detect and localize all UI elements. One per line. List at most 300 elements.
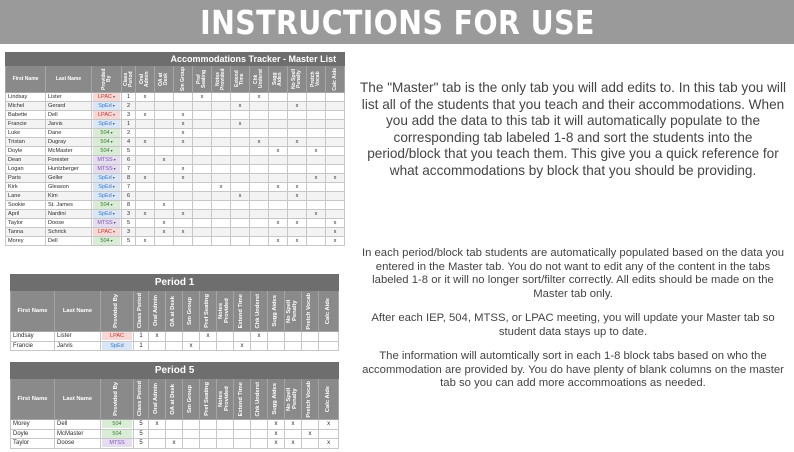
accommodation-cell[interactable]: [136, 120, 155, 129]
accommodation-cell[interactable]: [174, 147, 193, 156]
provided-by-dropdown[interactable]: [93, 120, 120, 128]
accommodation-cell[interactable]: [136, 228, 155, 237]
accommodation-cell[interactable]: [250, 129, 269, 138]
accommodation-cell[interactable]: [231, 228, 250, 237]
accommodation-cell[interactable]: [212, 120, 231, 129]
accommodation-cell[interactable]: [174, 93, 193, 102]
accommodation-cell[interactable]: [136, 183, 155, 192]
class-period-cell[interactable]: [122, 93, 136, 102]
accommodation-cell[interactable]: [155, 147, 174, 156]
accommodation-cell[interactable]: [251, 341, 268, 351]
last-name-cell[interactable]: [46, 228, 92, 237]
accommodation-cell[interactable]: [302, 332, 319, 342]
accommodation-cell[interactable]: [288, 102, 307, 111]
class-period-cell[interactable]: [122, 129, 136, 138]
provided-by-cell[interactable]: [101, 429, 134, 439]
accommodation-cell[interactable]: [174, 174, 193, 183]
accommodation-cell[interactable]: [302, 341, 319, 351]
accommodation-cell[interactable]: [307, 147, 326, 156]
provided-by-dropdown[interactable]: [93, 174, 120, 182]
accommodation-cell[interactable]: [302, 420, 319, 430]
accommodation-cell[interactable]: [326, 174, 345, 183]
accommodation-cell[interactable]: [155, 102, 174, 111]
accommodation-cell[interactable]: [268, 420, 285, 430]
accommodation-cell[interactable]: [269, 156, 288, 165]
accommodation-cell[interactable]: [231, 102, 250, 111]
last-name-cell[interactable]: [46, 147, 92, 156]
last-name-cell[interactable]: [46, 192, 92, 201]
provided-by-dropdown[interactable]: [93, 156, 120, 164]
accommodation-cell[interactable]: [212, 102, 231, 111]
accommodation-cell[interactable]: [166, 332, 183, 342]
accommodation-cell[interactable]: [250, 201, 269, 210]
accommodation-cell[interactable]: [183, 341, 200, 351]
accommodation-cell[interactable]: [269, 237, 288, 246]
provided-by-dropdown[interactable]: [93, 228, 120, 236]
accommodation-cell[interactable]: [307, 219, 326, 228]
accommodation-cell[interactable]: [166, 341, 183, 351]
accommodation-cell[interactable]: [212, 219, 231, 228]
accommodation-cell[interactable]: [326, 129, 345, 138]
accommodation-cell[interactable]: [149, 420, 166, 430]
accommodation-cell[interactable]: [155, 129, 174, 138]
last-name-cell[interactable]: [46, 111, 92, 120]
provided-by-cell[interactable]: [92, 219, 122, 228]
accommodation-cell[interactable]: [183, 332, 200, 342]
provided-by-dropdown[interactable]: [93, 129, 120, 137]
accommodation-cell[interactable]: [155, 120, 174, 129]
accommodation-cell[interactable]: [212, 111, 231, 120]
accommodation-cell[interactable]: [302, 429, 319, 439]
accommodation-cell[interactable]: [183, 420, 200, 430]
accommodation-cell[interactable]: [307, 129, 326, 138]
accommodation-cell[interactable]: [183, 429, 200, 439]
accommodation-cell[interactable]: [251, 439, 268, 449]
accommodation-cell[interactable]: [288, 219, 307, 228]
accommodation-cell[interactable]: [288, 138, 307, 147]
accommodation-cell[interactable]: [212, 192, 231, 201]
accommodation-cell[interactable]: [268, 341, 285, 351]
accommodation-cell[interactable]: [234, 332, 251, 342]
accommodation-cell[interactable]: [155, 192, 174, 201]
class-period-cell[interactable]: [122, 192, 136, 201]
first-name-cell[interactable]: [11, 429, 55, 439]
last-name-cell[interactable]: [46, 183, 92, 192]
first-name-cell[interactable]: [6, 111, 46, 120]
accommodation-cell[interactable]: [212, 237, 231, 246]
accommodation-cell[interactable]: [269, 111, 288, 120]
accommodation-cell[interactable]: [269, 102, 288, 111]
class-period-cell[interactable]: [122, 219, 136, 228]
accommodation-cell[interactable]: [155, 111, 174, 120]
accommodation-cell[interactable]: [155, 138, 174, 147]
accommodation-cell[interactable]: [269, 147, 288, 156]
accommodation-cell[interactable]: [212, 210, 231, 219]
provided-by-cell[interactable]: [101, 420, 134, 430]
provided-by-dropdown[interactable]: [102, 430, 132, 438]
provided-by-cell[interactable]: [92, 129, 122, 138]
accommodation-cell[interactable]: [269, 165, 288, 174]
accommodation-cell[interactable]: [326, 228, 345, 237]
last-name-cell[interactable]: [55, 332, 101, 342]
last-name-cell[interactable]: [46, 237, 92, 246]
accommodation-cell[interactable]: [307, 183, 326, 192]
accommodation-cell[interactable]: [212, 201, 231, 210]
accommodation-cell[interactable]: [288, 111, 307, 120]
accommodation-cell[interactable]: [155, 93, 174, 102]
accommodation-cell[interactable]: [269, 192, 288, 201]
accommodation-cell[interactable]: [193, 192, 212, 201]
accommodation-cell[interactable]: [250, 192, 269, 201]
accommodation-cell[interactable]: [136, 147, 155, 156]
accommodation-cell[interactable]: [174, 111, 193, 120]
accommodation-cell[interactable]: [155, 165, 174, 174]
class-period-cell[interactable]: [122, 201, 136, 210]
accommodation-cell[interactable]: [234, 420, 251, 430]
accommodation-cell[interactable]: [250, 93, 269, 102]
accommodation-cell[interactable]: [307, 102, 326, 111]
last-name-cell[interactable]: [55, 420, 101, 430]
accommodation-cell[interactable]: [231, 201, 250, 210]
class-period-cell[interactable]: [122, 210, 136, 219]
accommodation-cell[interactable]: [326, 120, 345, 129]
accommodation-cell[interactable]: [285, 429, 302, 439]
first-name-cell[interactable]: [11, 439, 55, 449]
first-name-cell[interactable]: [6, 201, 46, 210]
accommodation-cell[interactable]: [183, 439, 200, 449]
accommodation-cell[interactable]: [231, 165, 250, 174]
accommodation-cell[interactable]: [166, 439, 183, 449]
accommodation-cell[interactable]: [193, 219, 212, 228]
class-period-cell[interactable]: [134, 341, 149, 351]
provided-by-cell[interactable]: [92, 174, 122, 183]
accommodation-cell[interactable]: [319, 332, 339, 342]
accommodation-cell[interactable]: [231, 219, 250, 228]
first-name-cell[interactable]: [6, 147, 46, 156]
provided-by-cell[interactable]: [101, 439, 134, 449]
accommodation-cell[interactable]: [285, 341, 302, 351]
provided-by-dropdown[interactable]: [93, 111, 120, 119]
accommodation-cell[interactable]: [326, 102, 345, 111]
accommodation-cell[interactable]: [307, 210, 326, 219]
last-name-cell[interactable]: [46, 219, 92, 228]
accommodation-cell[interactable]: [285, 420, 302, 430]
accommodation-cell[interactable]: [288, 156, 307, 165]
accommodation-cell[interactable]: [285, 332, 302, 342]
first-name-cell[interactable]: [11, 420, 55, 430]
accommodation-cell[interactable]: [174, 138, 193, 147]
provided-by-dropdown[interactable]: [102, 439, 132, 447]
accommodation-cell[interactable]: [319, 420, 339, 430]
accommodation-cell[interactable]: [136, 111, 155, 120]
accommodation-cell[interactable]: [155, 201, 174, 210]
accommodation-cell[interactable]: [326, 93, 345, 102]
provided-by-dropdown[interactable]: [93, 165, 120, 173]
class-period-cell[interactable]: [122, 111, 136, 120]
accommodation-cell[interactable]: [136, 174, 155, 183]
accommodation-cell[interactable]: [250, 147, 269, 156]
accommodation-cell[interactable]: [326, 219, 345, 228]
first-name-cell[interactable]: [6, 165, 46, 174]
provided-by-cell[interactable]: [92, 192, 122, 201]
accommodation-cell[interactable]: [269, 174, 288, 183]
accommodation-cell[interactable]: [212, 147, 231, 156]
accommodation-cell[interactable]: [231, 93, 250, 102]
accommodation-cell[interactable]: [268, 332, 285, 342]
class-period-cell[interactable]: [134, 332, 149, 342]
accommodation-cell[interactable]: [250, 138, 269, 147]
accommodation-cell[interactable]: [193, 93, 212, 102]
accommodation-cell[interactable]: [136, 138, 155, 147]
accommodation-cell[interactable]: [212, 156, 231, 165]
class-period-cell[interactable]: [122, 174, 136, 183]
accommodation-cell[interactable]: [231, 156, 250, 165]
accommodation-cell[interactable]: [136, 102, 155, 111]
provided-by-dropdown[interactable]: [93, 147, 120, 155]
first-name-cell[interactable]: [11, 332, 55, 342]
provided-by-dropdown[interactable]: [102, 332, 132, 340]
accommodation-cell[interactable]: [250, 102, 269, 111]
accommodation-cell[interactable]: [231, 129, 250, 138]
last-name-cell[interactable]: [46, 201, 92, 210]
accommodation-cell[interactable]: [269, 219, 288, 228]
provided-by-cell[interactable]: [101, 341, 134, 351]
provided-by-dropdown[interactable]: [102, 342, 132, 350]
accommodation-cell[interactable]: [166, 429, 183, 439]
accommodation-cell[interactable]: [193, 111, 212, 120]
accommodation-cell[interactable]: [231, 210, 250, 219]
first-name-cell[interactable]: [6, 174, 46, 183]
accommodation-cell[interactable]: [250, 237, 269, 246]
accommodation-cell[interactable]: [251, 332, 268, 342]
accommodation-cell[interactable]: [326, 138, 345, 147]
last-name-cell[interactable]: [55, 341, 101, 351]
accommodation-cell[interactable]: [288, 201, 307, 210]
accommodation-cell[interactable]: [288, 210, 307, 219]
first-name-cell[interactable]: [6, 192, 46, 201]
accommodation-cell[interactable]: [200, 439, 217, 449]
accommodation-cell[interactable]: [231, 111, 250, 120]
accommodation-cell[interactable]: [200, 429, 217, 439]
accommodation-cell[interactable]: [250, 165, 269, 174]
accommodation-cell[interactable]: [307, 228, 326, 237]
accommodation-cell[interactable]: [231, 183, 250, 192]
accommodation-cell[interactable]: [174, 228, 193, 237]
accommodation-cell[interactable]: [174, 219, 193, 228]
accommodation-cell[interactable]: [212, 129, 231, 138]
accommodation-cell[interactable]: [217, 429, 234, 439]
accommodation-cell[interactable]: [231, 192, 250, 201]
accommodation-cell[interactable]: [288, 183, 307, 192]
class-period-cell[interactable]: [122, 228, 136, 237]
accommodation-cell[interactable]: [302, 439, 319, 449]
provided-by-cell[interactable]: [92, 147, 122, 156]
class-period-cell[interactable]: [122, 147, 136, 156]
accommodation-cell[interactable]: [193, 156, 212, 165]
accommodation-cell[interactable]: [234, 341, 251, 351]
accommodation-cell[interactable]: [136, 165, 155, 174]
class-period-cell[interactable]: [134, 439, 149, 449]
accommodation-cell[interactable]: [174, 192, 193, 201]
accommodation-cell[interactable]: [288, 147, 307, 156]
last-name-cell[interactable]: [46, 210, 92, 219]
accommodation-cell[interactable]: [136, 156, 155, 165]
first-name-cell[interactable]: [6, 102, 46, 111]
accommodation-cell[interactable]: [155, 228, 174, 237]
accommodation-cell[interactable]: [250, 228, 269, 237]
first-name-cell[interactable]: [6, 156, 46, 165]
provided-by-dropdown[interactable]: [93, 192, 120, 200]
accommodation-cell[interactable]: [155, 219, 174, 228]
accommodation-cell[interactable]: [136, 192, 155, 201]
accommodation-cell[interactable]: [193, 138, 212, 147]
accommodation-cell[interactable]: [200, 341, 217, 351]
accommodation-cell[interactable]: [136, 129, 155, 138]
accommodation-cell[interactable]: [136, 210, 155, 219]
accommodation-cell[interactable]: [212, 183, 231, 192]
first-name-cell[interactable]: [6, 210, 46, 219]
accommodation-cell[interactable]: [193, 228, 212, 237]
provided-by-cell[interactable]: [92, 228, 122, 237]
accommodation-cell[interactable]: [269, 210, 288, 219]
accommodation-cell[interactable]: [288, 129, 307, 138]
provided-by-cell[interactable]: [92, 165, 122, 174]
accommodation-cell[interactable]: [149, 332, 166, 342]
accommodation-cell[interactable]: [307, 192, 326, 201]
accommodation-cell[interactable]: [319, 429, 339, 439]
accommodation-cell[interactable]: [288, 237, 307, 246]
class-period-cell[interactable]: [122, 237, 136, 246]
accommodation-cell[interactable]: [319, 341, 339, 351]
accommodation-cell[interactable]: [212, 228, 231, 237]
class-period-cell[interactable]: [122, 156, 136, 165]
accommodation-cell[interactable]: [136, 219, 155, 228]
accommodation-cell[interactable]: [193, 210, 212, 219]
accommodation-cell[interactable]: [212, 138, 231, 147]
class-period-cell[interactable]: [134, 429, 149, 439]
accommodation-cell[interactable]: [193, 147, 212, 156]
accommodation-cell[interactable]: [174, 210, 193, 219]
accommodation-cell[interactable]: [326, 192, 345, 201]
accommodation-cell[interactable]: [326, 147, 345, 156]
accommodation-cell[interactable]: [155, 156, 174, 165]
last-name-cell[interactable]: [46, 174, 92, 183]
provided-by-dropdown[interactable]: [93, 219, 120, 227]
accommodation-cell[interactable]: [288, 192, 307, 201]
accommodation-cell[interactable]: [326, 156, 345, 165]
provided-by-cell[interactable]: [92, 111, 122, 120]
accommodation-cell[interactable]: [326, 165, 345, 174]
class-period-cell[interactable]: [122, 120, 136, 129]
accommodation-cell[interactable]: [174, 156, 193, 165]
class-period-cell[interactable]: [122, 183, 136, 192]
accommodation-cell[interactable]: [326, 201, 345, 210]
accommodation-cell[interactable]: [285, 439, 302, 449]
first-name-cell[interactable]: [6, 93, 46, 102]
class-period-cell[interactable]: [122, 102, 136, 111]
accommodation-cell[interactable]: [174, 129, 193, 138]
provided-by-cell[interactable]: [92, 156, 122, 165]
accommodation-cell[interactable]: [307, 174, 326, 183]
first-name-cell[interactable]: [6, 228, 46, 237]
provided-by-cell[interactable]: [92, 102, 122, 111]
accommodation-cell[interactable]: [288, 93, 307, 102]
class-period-cell[interactable]: [134, 420, 149, 430]
accommodation-cell[interactable]: [250, 111, 269, 120]
provided-by-dropdown[interactable]: [93, 201, 120, 209]
first-name-cell[interactable]: [6, 138, 46, 147]
accommodation-cell[interactable]: [174, 201, 193, 210]
class-period-cell[interactable]: [122, 138, 136, 147]
accommodation-cell[interactable]: [250, 219, 269, 228]
last-name-cell[interactable]: [46, 165, 92, 174]
first-name-cell[interactable]: [6, 237, 46, 246]
accommodation-cell[interactable]: [174, 120, 193, 129]
first-name-cell[interactable]: [6, 219, 46, 228]
accommodation-cell[interactable]: [234, 439, 251, 449]
accommodation-cell[interactable]: [307, 111, 326, 120]
accommodation-cell[interactable]: [155, 183, 174, 192]
accommodation-cell[interactable]: [212, 165, 231, 174]
accommodation-cell[interactable]: [231, 138, 250, 147]
accommodation-cell[interactable]: [269, 228, 288, 237]
last-name-cell[interactable]: [46, 138, 92, 147]
accommodation-cell[interactable]: [155, 237, 174, 246]
accommodation-cell[interactable]: [250, 174, 269, 183]
provided-by-cell[interactable]: [92, 120, 122, 129]
accommodation-cell[interactable]: [288, 165, 307, 174]
accommodation-cell[interactable]: [269, 129, 288, 138]
accommodation-cell[interactable]: [326, 210, 345, 219]
accommodation-cell[interactable]: [250, 120, 269, 129]
accommodation-cell[interactable]: [268, 439, 285, 449]
accommodation-cell[interactable]: [217, 341, 234, 351]
accommodation-cell[interactable]: [136, 201, 155, 210]
provided-by-dropdown[interactable]: [93, 102, 120, 110]
accommodation-cell[interactable]: [307, 201, 326, 210]
accommodation-cell[interactable]: [250, 183, 269, 192]
accommodation-cell[interactable]: [326, 183, 345, 192]
first-name-cell[interactable]: [6, 120, 46, 129]
accommodation-cell[interactable]: [200, 420, 217, 430]
accommodation-cell[interactable]: [231, 147, 250, 156]
provided-by-dropdown[interactable]: [93, 210, 120, 218]
accommodation-cell[interactable]: [149, 341, 166, 351]
accommodation-cell[interactable]: [269, 201, 288, 210]
accommodation-cell[interactable]: [155, 210, 174, 219]
accommodation-cell[interactable]: [193, 102, 212, 111]
accommodation-cell[interactable]: [307, 93, 326, 102]
accommodation-cell[interactable]: [166, 420, 183, 430]
accommodation-cell[interactable]: [307, 156, 326, 165]
accommodation-cell[interactable]: [288, 228, 307, 237]
accommodation-cell[interactable]: [212, 93, 231, 102]
provided-by-cell[interactable]: [92, 210, 122, 219]
provided-by-cell[interactable]: [92, 183, 122, 192]
accommodation-cell[interactable]: [193, 201, 212, 210]
accommodation-cell[interactable]: [268, 429, 285, 439]
first-name-cell[interactable]: [6, 183, 46, 192]
accommodation-cell[interactable]: [307, 237, 326, 246]
accommodation-cell[interactable]: [307, 138, 326, 147]
provided-by-cell[interactable]: [92, 138, 122, 147]
first-name-cell[interactable]: [11, 341, 55, 351]
last-name-cell[interactable]: [46, 120, 92, 129]
accommodation-cell[interactable]: [217, 439, 234, 449]
accommodation-cell[interactable]: [234, 429, 251, 439]
accommodation-cell[interactable]: [149, 439, 166, 449]
accommodation-cell[interactable]: [174, 183, 193, 192]
